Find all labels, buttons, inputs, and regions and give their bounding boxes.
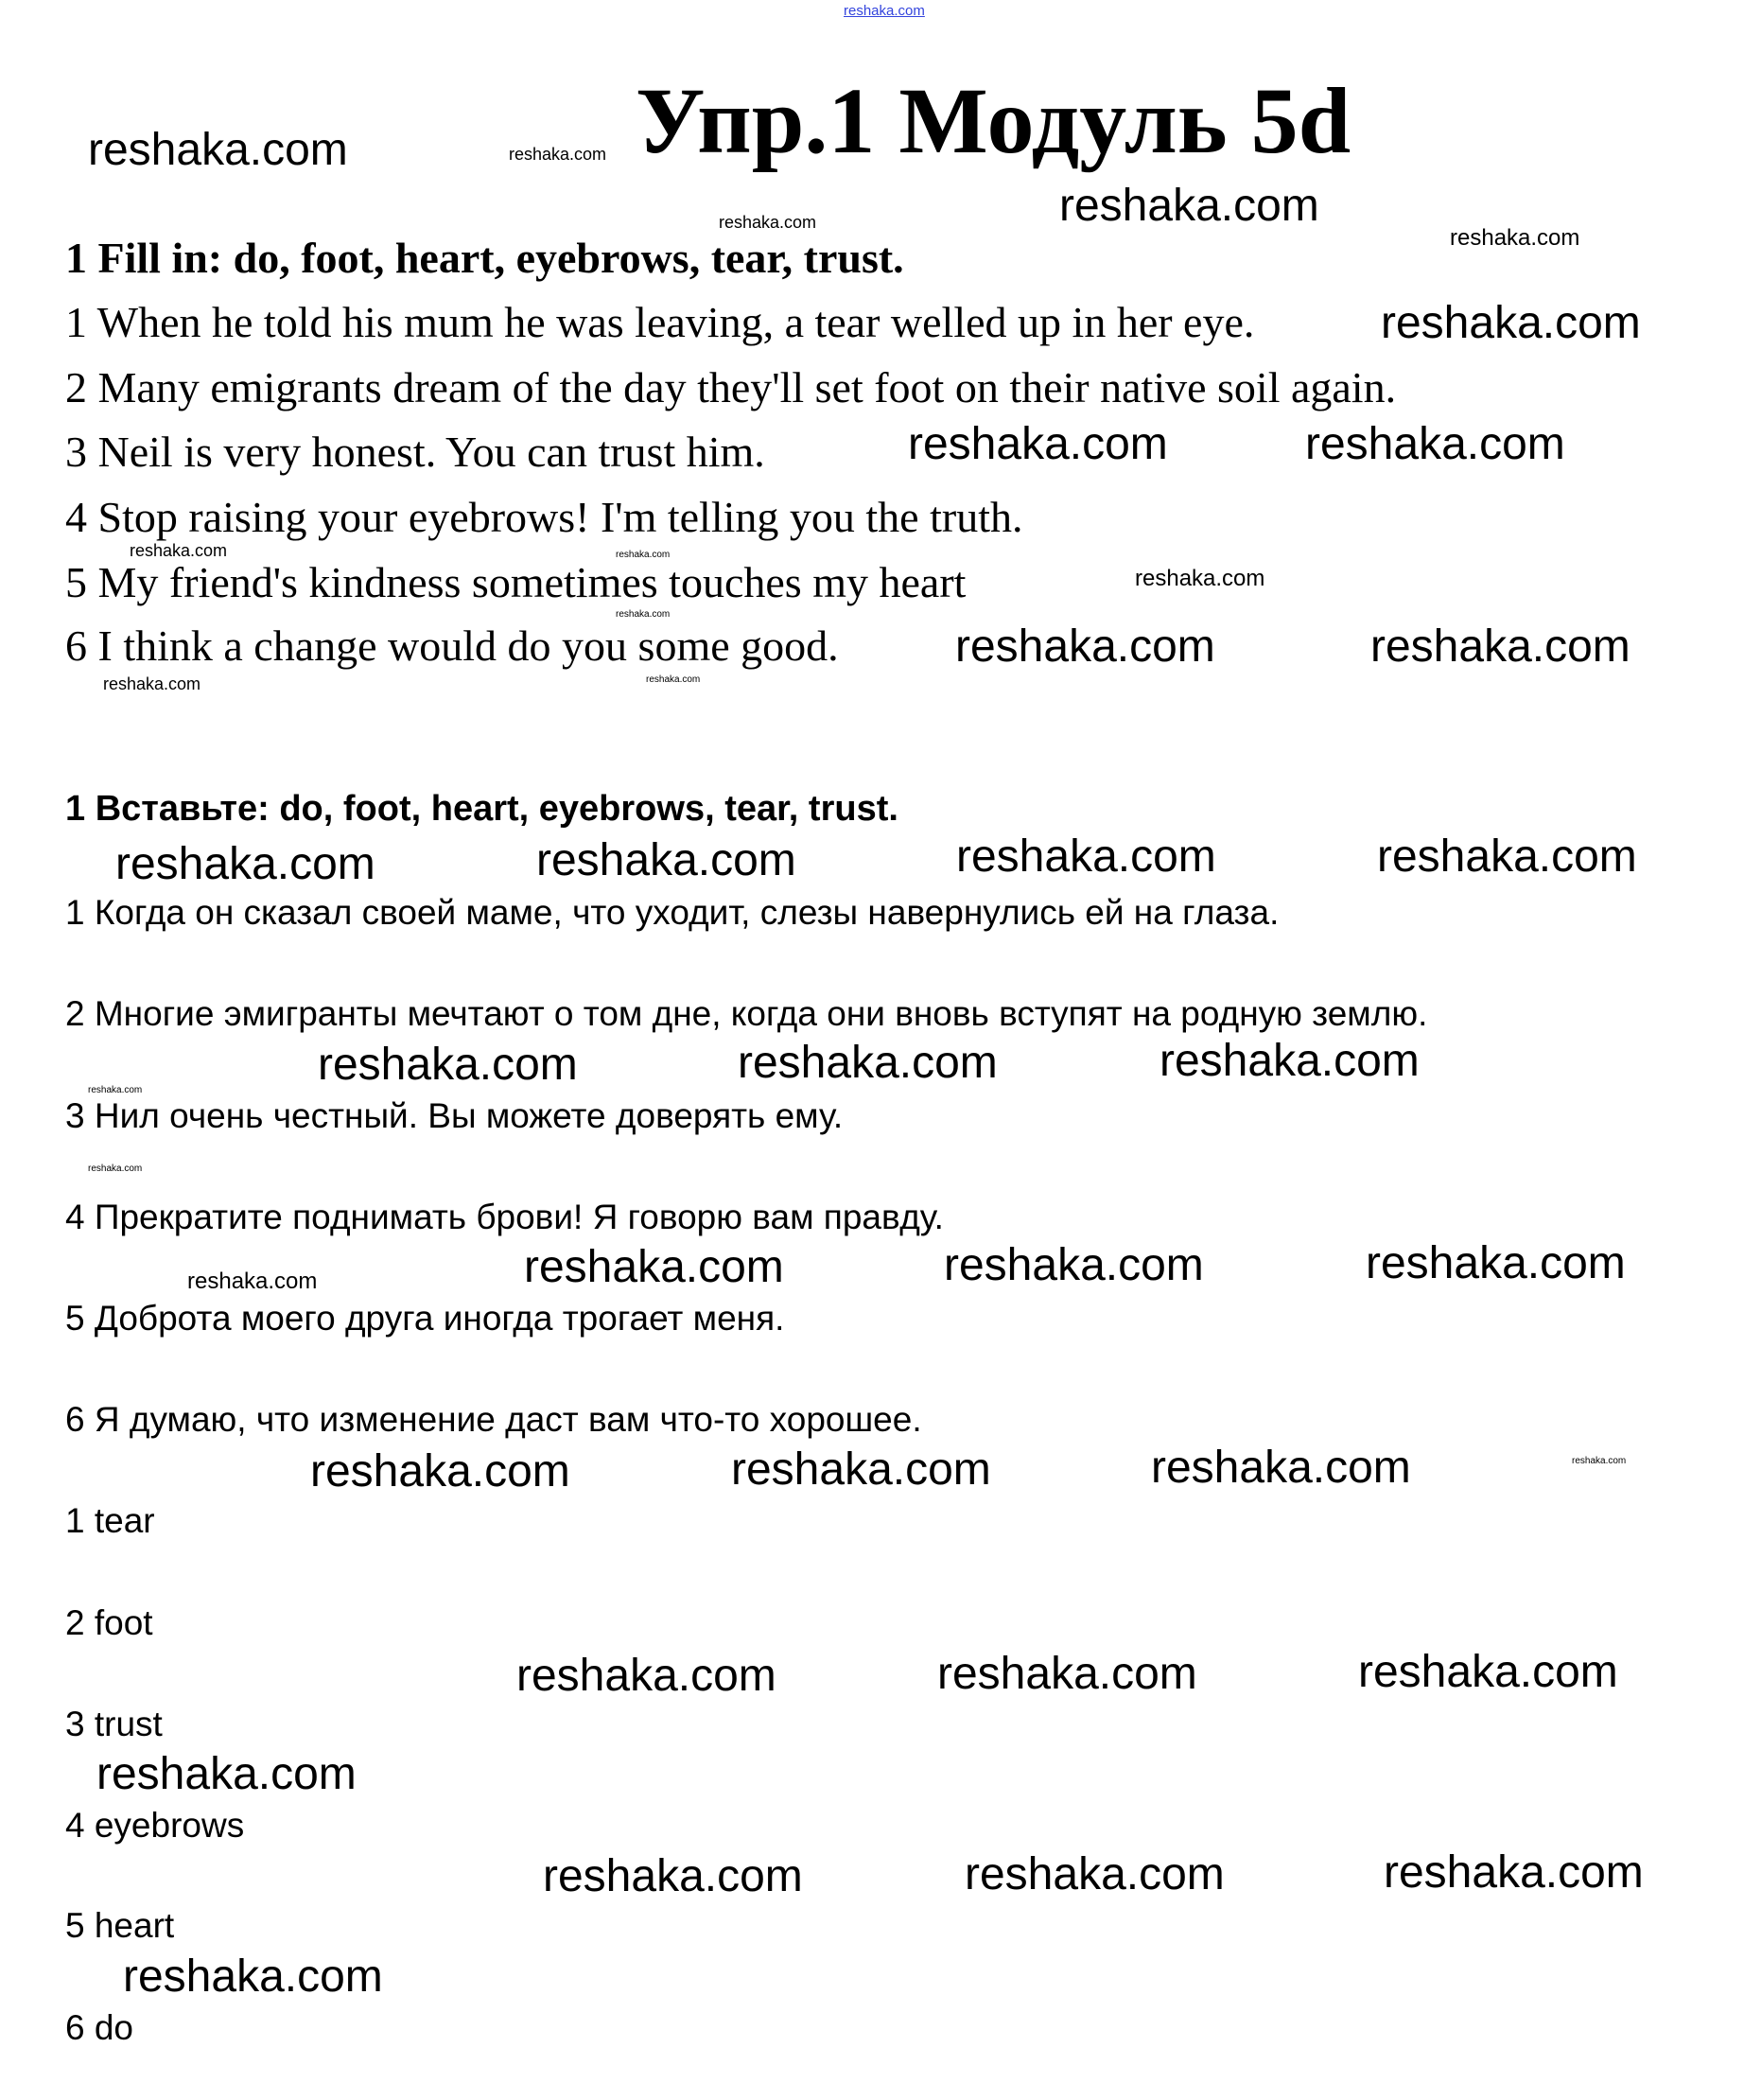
watermark: reshaka.com (543, 1851, 803, 1901)
english-sentence: 1 When he told his mum he was leaving, a tear welled up in her eye. (65, 298, 1255, 346)
english-sentence: 4 Stop raising your eyebrows! I'm telling you the truth. (65, 493, 1023, 541)
russian-sentence: 3 Нил очень честный. Вы можете доверять ему. (65, 1096, 844, 1135)
top-site-link[interactable]: reshaka.com (844, 3, 925, 19)
watermark: reshaka.com (1059, 181, 1319, 231)
watermark: reshaka.com (616, 550, 671, 560)
watermark: reshaka.com (1159, 1036, 1420, 1086)
watermark: reshaka.com (738, 1038, 998, 1088)
russian-sentence: 6 Я думаю, что изменение даст вам что-то хорошее. (65, 1400, 922, 1439)
watermark: reshaka.com (1384, 1847, 1644, 1898)
watermark: reshaka.com (516, 1651, 776, 1701)
watermark: reshaka.com (965, 1849, 1225, 1899)
watermark: reshaka.com (937, 1649, 1197, 1699)
watermark: reshaka.com (1377, 831, 1637, 882)
watermark: reshaka.com (1572, 1456, 1627, 1466)
watermark: reshaka.com (719, 213, 817, 232)
watermark: reshaka.com (1358, 1647, 1618, 1697)
watermark: reshaka.com (908, 419, 1168, 469)
watermark: reshaka.com (956, 831, 1216, 882)
watermark: reshaka.com (123, 1951, 383, 2002)
russian-sentence: 2 Многие эмигранты мечтают о том дне, когда они вновь вступят на родную землю. (65, 994, 1428, 1033)
answer-item: 5 heart (65, 1906, 175, 1945)
watermark: reshaka.com (1151, 1443, 1411, 1493)
watermark: reshaka.com (318, 1040, 578, 1090)
watermark: reshaka.com (1135, 566, 1265, 591)
russian-sentence: 5 Доброта моего друга иногда трогает меня. (65, 1299, 785, 1338)
english-sentence: 3 Neil is very honest. You can trust him. (65, 428, 765, 476)
answer-item: 4 eyebrows (65, 1806, 245, 1845)
watermark: reshaka.com (616, 609, 671, 620)
english-sentence: 2 Many emigrants dream of the day they'll set foot on their native soil again. (65, 363, 1397, 411)
watermark: reshaka.com (731, 1444, 991, 1495)
watermark: reshaka.com (1366, 1238, 1626, 1288)
watermark: reshaka.com (88, 125, 348, 175)
answer-item: 6 do (65, 2008, 134, 2047)
watermark: reshaka.com (1450, 225, 1580, 251)
answer-item: 1 tear (65, 1501, 155, 1540)
answer-item: 3 trust (65, 1705, 163, 1743)
watermark: reshaka.com (310, 1446, 570, 1496)
page-title: Упр.1 Модуль 5d (636, 68, 1351, 173)
russian-sentence: 1 Когда он сказал своей маме, что уходит, слезы навернулись ей на глаза. (65, 893, 1280, 932)
english-heading: 1 Fill in: do, foot, heart, eyebrows, tear, trust. (65, 234, 904, 282)
watermark: reshaka.com (103, 674, 201, 693)
russian-sentence: 4 Прекратите поднимать брови! Я говорю вам правду. (65, 1198, 944, 1236)
russian-heading: 1 Вставьте: do, foot, heart, eyebrows, tear, trust. (65, 789, 898, 829)
watermark: reshaka.com (96, 1749, 357, 1799)
watermark: reshaka.com (1381, 298, 1641, 348)
watermark: reshaka.com (536, 835, 796, 885)
watermark: reshaka.com (1370, 621, 1630, 672)
english-sentence: 6 I think a change would do you some good. (65, 621, 839, 670)
watermark: reshaka.com (187, 1269, 318, 1294)
watermark: reshaka.com (88, 1085, 143, 1095)
watermark: reshaka.com (1305, 419, 1565, 469)
watermark: reshaka.com (524, 1242, 784, 1292)
watermark: reshaka.com (115, 839, 375, 889)
watermark: reshaka.com (130, 541, 228, 560)
watermark: reshaka.com (646, 674, 701, 685)
watermark: reshaka.com (955, 621, 1215, 672)
watermark: reshaka.com (944, 1240, 1204, 1290)
english-sentence: 5 My friend's kindness sometimes touches my heart (65, 558, 967, 606)
answer-item: 2 foot (65, 1603, 153, 1642)
watermark: reshaka.com (509, 145, 607, 164)
watermark: reshaka.com (88, 1164, 143, 1174)
